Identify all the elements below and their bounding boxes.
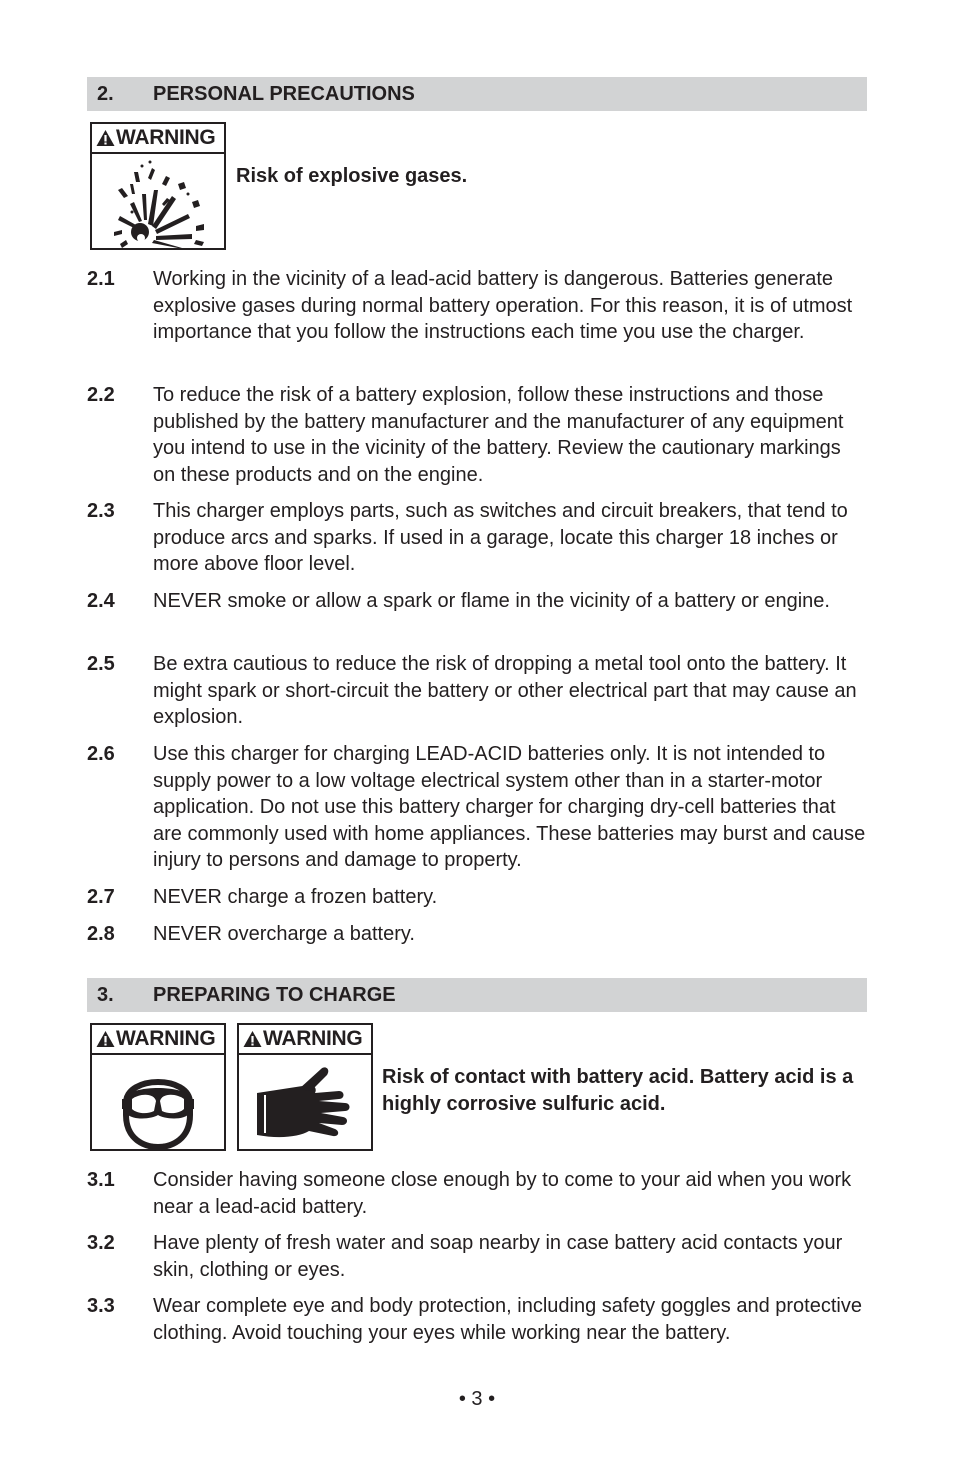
item-number: 2.2 (87, 384, 115, 406)
warning-label: WARNING (92, 124, 224, 154)
acid-risk-text: Risk of contact with battery acid. Battery acid is a highly corrosive sulfuric acid. (382, 1066, 854, 1115)
gloves-warning-box (237, 1023, 373, 1151)
section-3-header (87, 978, 867, 1012)
item-number: 3.3 (87, 1295, 115, 1317)
goggles-warning-box (90, 1023, 226, 1151)
list-item (87, 498, 867, 578)
item-number: 2.1 (87, 268, 115, 290)
section-2-number: 2. (97, 83, 114, 105)
warning-label: WARNING (239, 1025, 371, 1055)
list-item (87, 588, 867, 615)
list-item (87, 651, 867, 731)
item-text: This charger employs parts, such as switches and circuit breakers, that tend to produce arcs and sparks. If used in a garage, locate this charger 18 inches or more above floor level. (153, 500, 848, 576)
explosion-warning-box (90, 122, 226, 250)
item-number: 2.3 (87, 500, 115, 522)
list-item (87, 266, 867, 346)
item-text: NEVER overcharge a battery. (153, 923, 415, 945)
explosion-risk-text: Risk of explosive gases. (236, 165, 468, 187)
item-text: Use this charger for charging LEAD-ACID batteries only. It is not intended to supply power to a low voltage electrical system other than in a starter-motor application. Do not use this battery charger for charging dry-cell batteries that are commonly used with home appliances. These batteries may burst and cause injury to persons and damage to property. (153, 743, 866, 872)
alert-triangle-icon (96, 129, 115, 147)
explosion-icon (92, 154, 224, 248)
item-number: 2.4 (87, 590, 115, 612)
item-text: Working in the vicinity of a lead-acid battery is dangerous. Batteries generate explosive gases during normal battery operation. For this reason, it is of utmost importance that you follow the instructions each time you use the charger. (153, 268, 853, 344)
section-2-title: PERSONAL PRECAUTIONS (153, 83, 415, 105)
safety-goggles-icon (92, 1055, 224, 1149)
warning-label: WARNING (92, 1025, 224, 1055)
alert-triangle-icon (96, 1030, 115, 1048)
list-item (87, 1167, 867, 1220)
item-text: NEVER charge a frozen battery. (153, 886, 438, 908)
item-number: 3.2 (87, 1232, 115, 1254)
list-item (87, 884, 867, 911)
item-text: NEVER smoke or allow a spark or flame in the vicinity of a battery or engine. (153, 590, 830, 612)
item-number: 2.7 (87, 886, 115, 908)
item-number: 2.6 (87, 743, 115, 765)
list-item (87, 741, 867, 874)
item-text: To reduce the risk of a battery explosion, follow these instructions and those published by the battery manufacturer and the manufacturer of any equipment you intend to use in the vicinity of the battery. Review the cautionary markings on these products and on the engine. (153, 384, 844, 486)
section-3-number: 3. (97, 984, 114, 1006)
list-item (87, 1293, 867, 1346)
section-3-title: PREPARING TO CHARGE (153, 984, 396, 1006)
item-number: 2.5 (87, 653, 115, 675)
page-number: • 3 • (458, 1388, 496, 1410)
list-item (87, 921, 867, 948)
item-number: 3.1 (87, 1169, 115, 1191)
item-number: 2.8 (87, 923, 115, 945)
protective-glove-icon (239, 1055, 371, 1149)
list-item (87, 1230, 867, 1283)
item-text: Have plenty of fresh water and soap nearby in case battery acid contacts your skin, clothing or eyes. (153, 1232, 843, 1281)
item-text: Consider having someone close enough by to come to your aid when you work near a lead-acid battery. (153, 1169, 852, 1218)
alert-triangle-icon (243, 1030, 262, 1048)
item-text: Be extra cautious to reduce the risk of dropping a metal tool onto the battery. It might spark or short-circuit the battery or other electrical part that may cause an explosion. (153, 653, 857, 729)
section-2-header (87, 77, 867, 111)
list-item (87, 382, 867, 488)
item-text: Wear complete eye and body protection, including safety goggles and protective clothing. Avoid touching your eyes while working near the battery. (153, 1295, 862, 1344)
